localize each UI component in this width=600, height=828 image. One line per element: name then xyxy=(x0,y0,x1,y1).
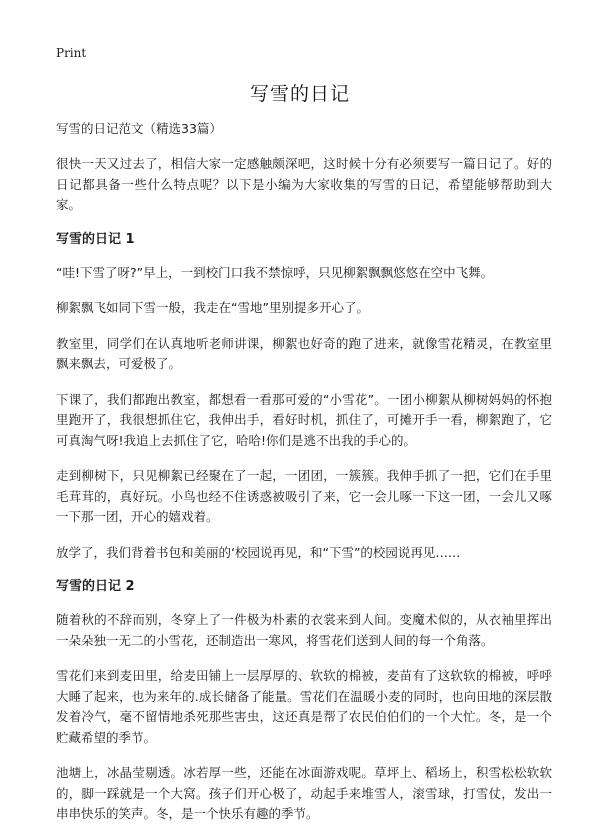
print-link[interactable]: Print xyxy=(56,46,87,60)
intro-paragraph: 很快一天又过去了，相信大家一定感触颇深吧，这时候十分有必须要写一篇日记了。好的日记都具备一些什么特点呢？以下是小编为大家收集的写雪的日记，希望能够帮助到大家。 xyxy=(56,156,552,212)
section-heading-2: 写雪的日记 2 xyxy=(56,579,135,594)
section-heading-1: 写雪的日记 1 xyxy=(56,231,135,247)
paragraph: 随着秋的不辞而别，冬穿上了一件极为朴素的衣裳来到人间。变魔术似的，从衣袖里挥出一朵朵独一无二的小雪花，还制造出一寒风，将雪花们送到人间的每一个角落。 xyxy=(56,612,552,648)
article-subtitle: 写雪的日记范文（精选33篇） xyxy=(56,121,222,136)
paragraph: 雪花们来到麦田里，给麦田铺上一层厚厚的、软软的棉被，麦苗有了这软软的棉被，呼呼大睡了起来，也为来年的.成长储备了能量。雪花们在温暖小麦的同时，也向田地的深层散发着冷气，毫不留情地杀死那些害虫，这还真是帮了农民伯伯们的一个大忙。冬，是一个贮藏希望的季节。 xyxy=(56,668,552,745)
paragraph: 下课了，我们都跑出教室，都想看一看那可爱的“小雪花”。一团小柳絮从柳树妈妈的怀抱里跑开了，我很想抓住它，我伸出手，看好时机，抓住了，可摊开手一看，柳絮跑了，它可真淘气呀!我追上去抓住了它，哈哈!你们是逃不出我的手心的。 xyxy=(56,391,552,448)
paragraph: 放学了，我们背着书包和美丽的‘校园说再见，和“下雪”的校园说再见…… xyxy=(56,544,461,560)
page-title: 写雪的日记 xyxy=(249,83,350,105)
paragraph: 柳絮飘飞如同下雪一般，我走在“雪地”里别提多开心了。 xyxy=(56,300,369,315)
paragraph: 教室里，同学们在认真地听老师讲课，柳絮也好奇的跑了进来，就像雪花精灵，在教室里飘来飘去，可爱极了。 xyxy=(56,335,552,371)
paragraph: 走到柳树下，只见柳絮已经聚在了一起，一团团，一簇簇。我伸手抓了一把，它们在手里毛茸茸的，真好玩。小鸟也经不住诱惑被吸引了来，它一会儿啄一下这一团，一会儿又啄一下那一团，开心的嬉戏着。 xyxy=(56,468,552,524)
paragraph: 池塘上，冰晶莹剔透。冰若厚一些，还能在冰面游戏呢。草坪上、稻场上，积雪松松软软的，脚一踩就是一个大窝。孩子们开心极了，动起手来堆雪人，滚雪球，打雪仗，发出一串串快乐的笑声。冬，是一个快乐有趣的季节。 xyxy=(56,765,552,821)
article-body xyxy=(56,120,552,828)
paragraph: “哇!下雪了呀?”早上，一到校门口我不禁惊呼，只见柳絮飘飘悠悠在空中飞舞。 xyxy=(56,264,494,280)
